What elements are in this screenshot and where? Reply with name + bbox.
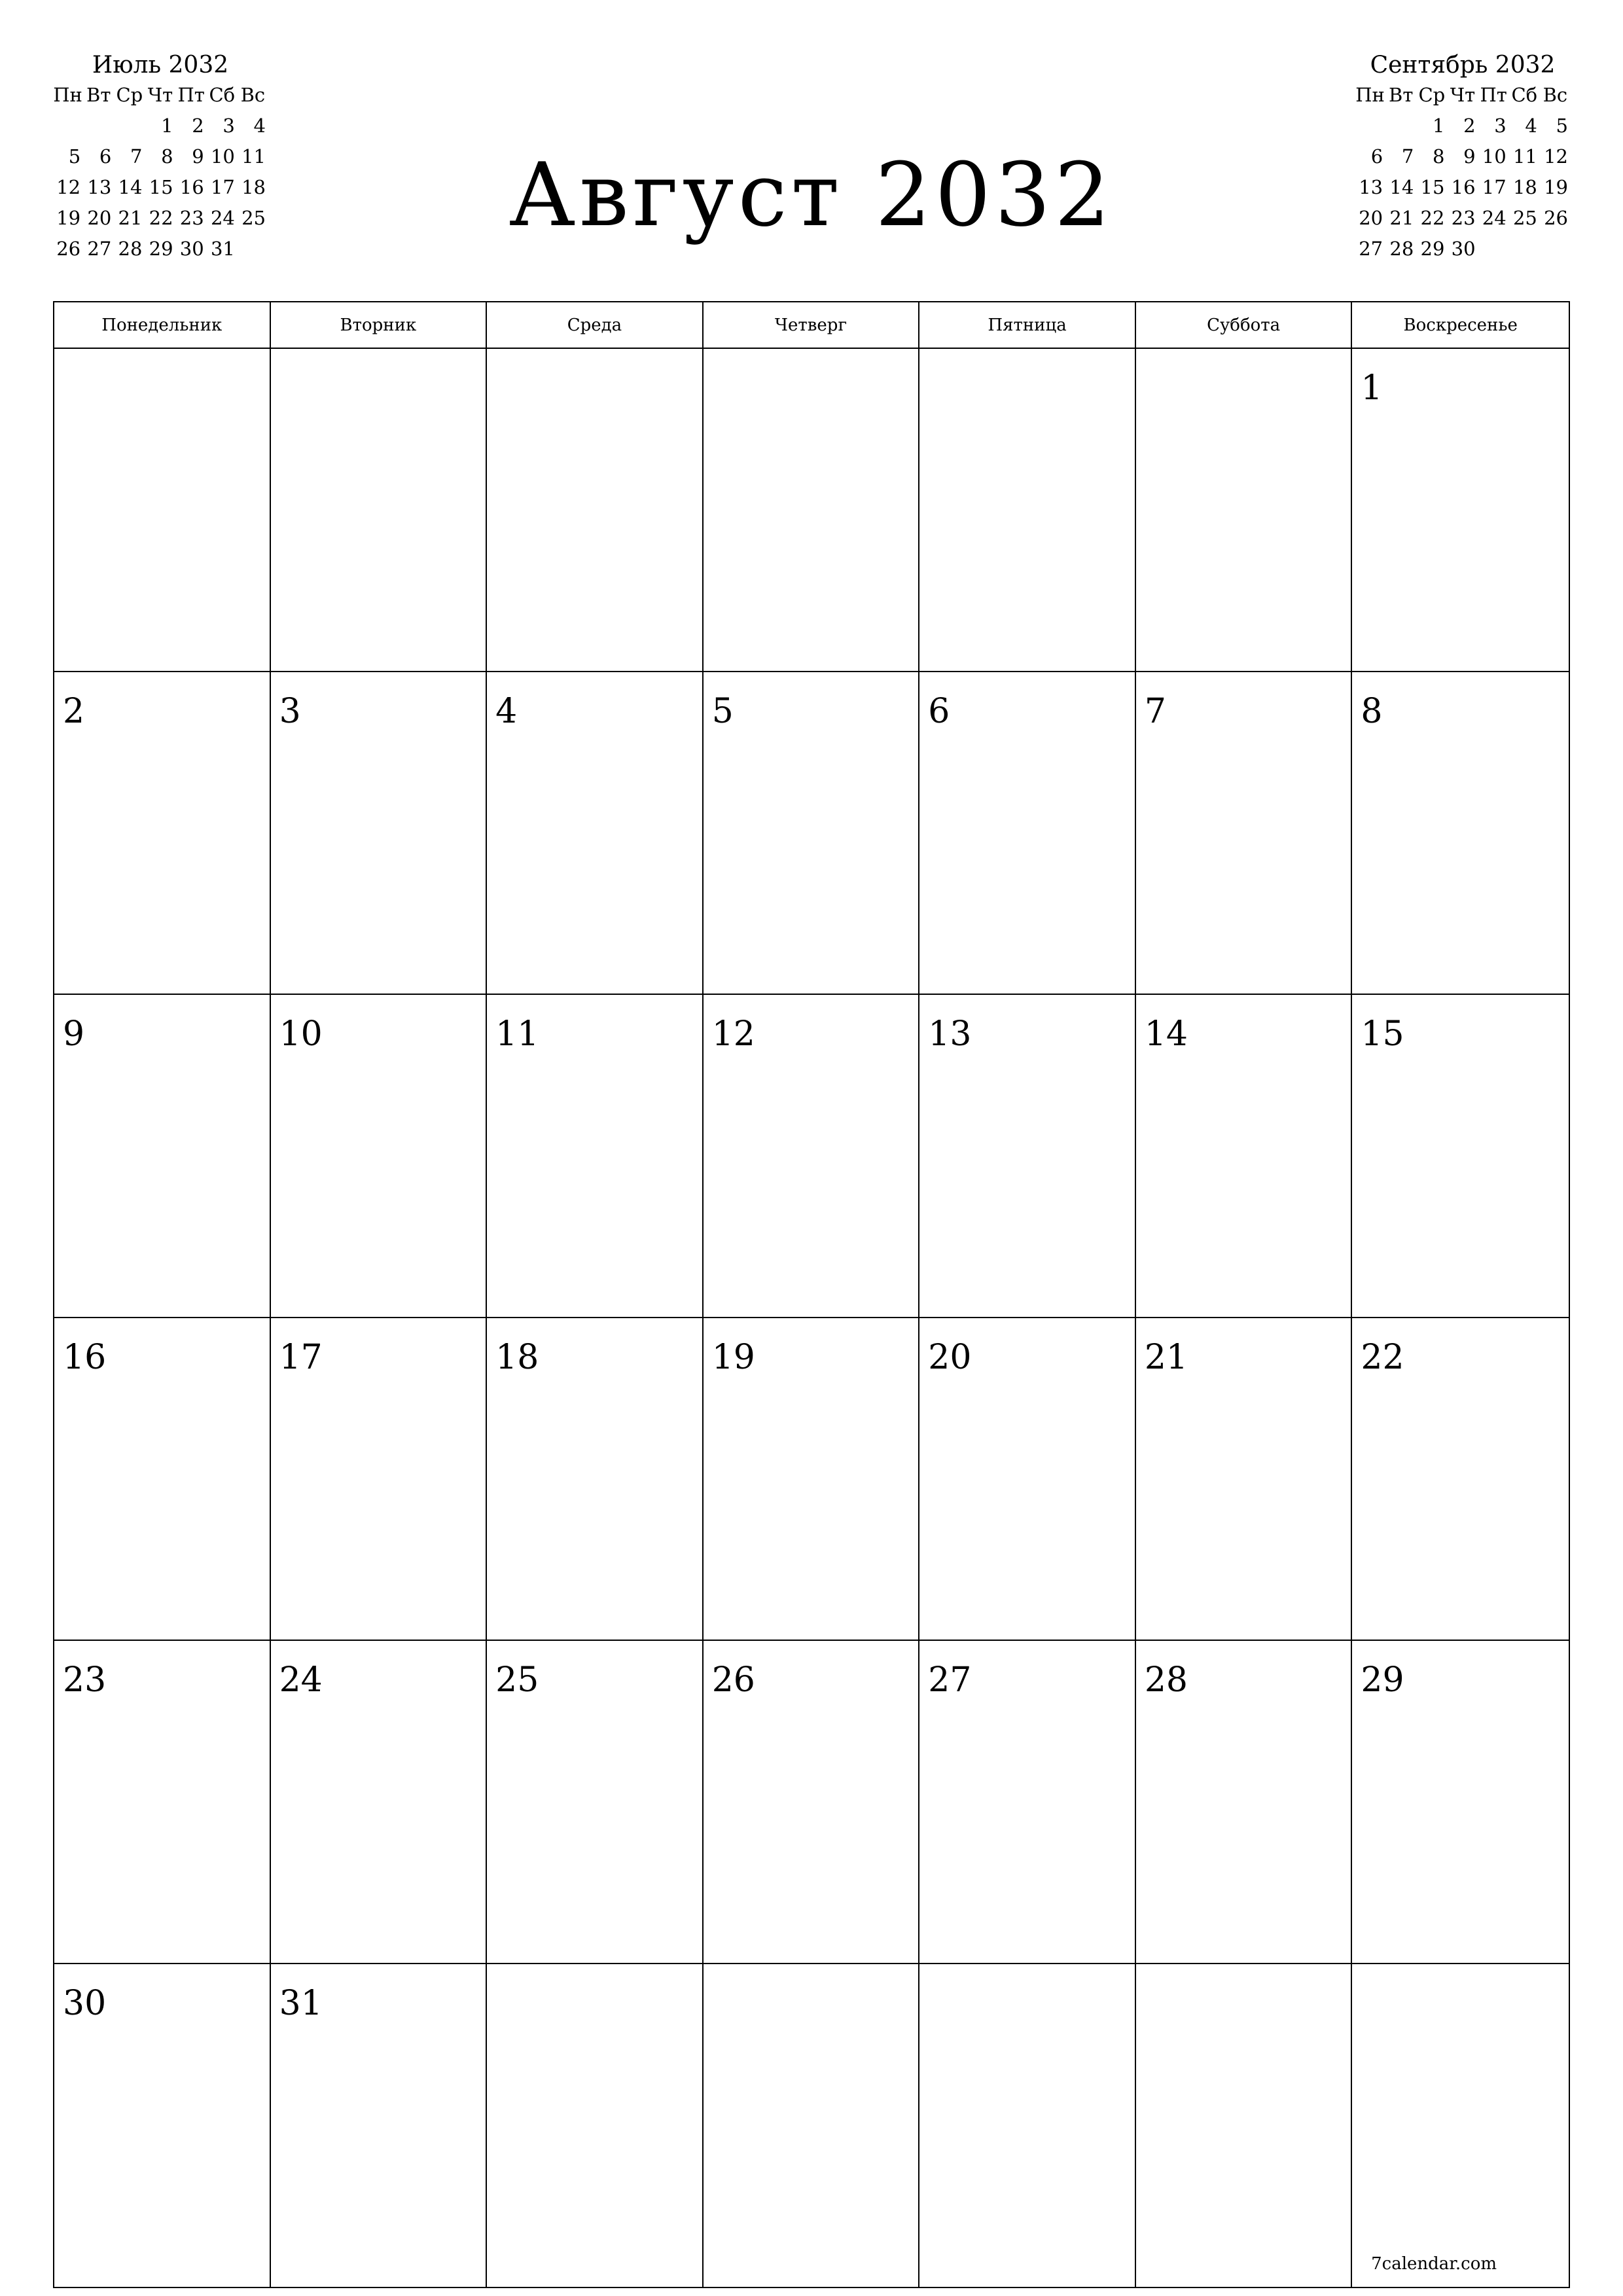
mini-day: 29 — [1420, 238, 1445, 260]
day-number: 1 — [1361, 368, 1383, 408]
day-cell — [1352, 1964, 1569, 2287]
day-cell — [487, 672, 704, 996]
day-number: 19 — [711, 1337, 755, 1377]
day-number: 24 — [279, 1660, 323, 1700]
day-number: 15 — [1361, 1014, 1404, 1054]
mini-weekday-label: Пт — [177, 84, 205, 106]
day-cell — [54, 1318, 271, 1641]
mini-day: 29 — [149, 238, 173, 260]
day-cell — [704, 1964, 920, 2287]
day-cell — [919, 1964, 1136, 2287]
day-cell — [704, 995, 920, 1318]
mini-day: 12 — [56, 176, 81, 198]
mini-weekday-label: Сб — [1511, 84, 1538, 106]
mini-day: 5 — [1556, 115, 1568, 137]
mini-day: 6 — [1370, 145, 1383, 168]
mini-day: 26 — [56, 238, 81, 260]
mini-day: 11 — [1512, 145, 1537, 168]
mini-weekday-label: Пт — [1480, 84, 1507, 106]
month-grid — [53, 301, 1570, 2288]
mini-day: 13 — [1359, 176, 1383, 198]
mini-day: 9 — [1463, 145, 1476, 168]
page-title: Август 2032 — [508, 144, 1115, 246]
mini-weekday-label: Вт — [86, 84, 111, 106]
mini-day: 16 — [1451, 176, 1476, 198]
mini-day: 31 — [210, 238, 235, 260]
day-cell — [919, 349, 1136, 672]
mini-day: 4 — [253, 115, 266, 137]
mini-day: 12 — [1544, 145, 1568, 168]
mini-day — [83, 111, 114, 141]
mini-calendar-title: Июль 2032 — [92, 52, 229, 79]
day-cell — [1136, 995, 1353, 1318]
mini-calendar-grid — [1355, 80, 1571, 264]
mini-day — [1478, 234, 1509, 264]
day-cell — [271, 1964, 488, 2287]
day-number: 14 — [1144, 1014, 1188, 1054]
mini-weekday-label: Пн — [1355, 84, 1385, 106]
day-cell — [1352, 1318, 1569, 1641]
mini-day: 7 — [130, 145, 143, 168]
mini-day: 22 — [149, 207, 173, 229]
mini-day: 24 — [210, 207, 235, 229]
day-number: 2 — [63, 691, 85, 731]
weekday-header: Понедельник — [54, 302, 271, 349]
day-cell — [704, 349, 920, 672]
mini-day: 5 — [68, 145, 81, 168]
mini-day: 4 — [1525, 115, 1537, 137]
mini-day: 22 — [1420, 207, 1445, 229]
mini-day — [114, 111, 145, 141]
day-cell — [1352, 672, 1569, 996]
day-cell — [1352, 349, 1569, 672]
mini-weekday-label: Вс — [240, 84, 266, 106]
mini-day: 24 — [1482, 207, 1507, 229]
day-cell — [54, 1641, 271, 1964]
day-number: 3 — [279, 691, 301, 731]
day-cell — [704, 1641, 920, 1964]
mini-day: 19 — [1544, 176, 1568, 198]
mini-day: 13 — [87, 176, 112, 198]
day-cell — [919, 1318, 1136, 1641]
day-number: 11 — [495, 1014, 539, 1054]
day-cell — [919, 995, 1136, 1318]
day-cell — [704, 1318, 920, 1641]
mini-day: 16 — [179, 176, 204, 198]
mini-day: 19 — [56, 207, 81, 229]
day-number: 7 — [1144, 691, 1166, 731]
mini-day: 1 — [161, 115, 173, 137]
day-cell — [54, 672, 271, 996]
mini-day: 27 — [87, 238, 112, 260]
mini-weekday-label: Ср — [1418, 84, 1446, 106]
mini-day: 25 — [1512, 207, 1537, 229]
day-number: 31 — [279, 1983, 323, 2023]
mini-day: 26 — [1544, 207, 1568, 229]
day-cell — [271, 1641, 488, 1964]
day-cell — [271, 1318, 488, 1641]
day-cell — [487, 995, 704, 1318]
weekday-header: Вторник — [271, 302, 488, 349]
day-number: 18 — [495, 1337, 539, 1377]
mini-calendar-next-month — [1355, 51, 1571, 264]
mini-weekday-label: Чт — [147, 84, 173, 106]
day-cell — [487, 1964, 704, 2287]
mini-day: 15 — [1420, 176, 1445, 198]
day-number: 13 — [928, 1014, 972, 1054]
mini-weekday-label: Вс — [1543, 84, 1568, 106]
day-number: 26 — [711, 1660, 755, 1700]
mini-weekday-label: Вт — [1389, 84, 1414, 106]
mini-day: 14 — [1389, 176, 1414, 198]
mini-weekday-label: Чт — [1450, 84, 1476, 106]
day-cell — [919, 672, 1136, 996]
day-cell — [1136, 1318, 1353, 1641]
day-cell — [1352, 995, 1569, 1318]
mini-day — [52, 111, 83, 141]
mini-day: 9 — [192, 145, 204, 168]
day-number: 27 — [928, 1660, 972, 1700]
day-cell — [487, 349, 704, 672]
mini-day: 27 — [1359, 238, 1383, 260]
mini-day: 25 — [241, 207, 266, 229]
day-cell — [704, 672, 920, 996]
mini-day: 18 — [241, 176, 266, 198]
weekday-header: Суббота — [1136, 302, 1353, 349]
mini-day: 30 — [179, 238, 204, 260]
mini-day: 1 — [1432, 115, 1445, 137]
mini-day — [1385, 111, 1416, 141]
mini-day: 10 — [1482, 145, 1507, 168]
day-number: 30 — [63, 1983, 107, 2023]
mini-day: 21 — [1389, 207, 1414, 229]
mini-weekday-label: Пн — [53, 84, 82, 106]
watermark-link[interactable]: 7calendar.com — [1371, 2254, 1497, 2274]
day-number: 21 — [1144, 1337, 1188, 1377]
mini-day: 18 — [1512, 176, 1537, 198]
day-cell — [487, 1318, 704, 1641]
mini-calendar-title: Сентябрь 2032 — [1370, 52, 1556, 79]
mini-day: 14 — [118, 176, 143, 198]
day-number: 6 — [928, 691, 950, 731]
mini-day: 21 — [118, 207, 143, 229]
day-number: 4 — [495, 691, 518, 731]
mini-weekday-label: Ср — [116, 84, 143, 106]
day-number: 28 — [1144, 1660, 1188, 1700]
weekday-header: Воскресенье — [1352, 302, 1569, 349]
mini-day: 28 — [118, 238, 143, 260]
day-number: 12 — [711, 1014, 755, 1054]
day-cell — [271, 672, 488, 996]
day-cell — [54, 349, 271, 672]
mini-day: 3 — [1494, 115, 1507, 137]
mini-day: 28 — [1389, 238, 1414, 260]
mini-weekday-label: Сб — [209, 84, 236, 106]
day-number: 25 — [495, 1660, 539, 1700]
mini-day: 17 — [1482, 176, 1507, 198]
mini-day: 20 — [87, 207, 112, 229]
weekday-header: Четверг — [704, 302, 920, 349]
mini-day: 3 — [223, 115, 235, 137]
mini-day: 17 — [210, 176, 235, 198]
mini-day: 23 — [1451, 207, 1476, 229]
day-cell — [271, 995, 488, 1318]
mini-day: 7 — [1401, 145, 1414, 168]
mini-day: 6 — [99, 145, 112, 168]
weekday-header: Пятница — [919, 302, 1136, 349]
day-cell — [1136, 672, 1353, 996]
day-number: 17 — [279, 1337, 323, 1377]
day-cell — [54, 1964, 271, 2287]
day-cell — [1352, 1641, 1569, 1964]
day-number: 8 — [1361, 691, 1383, 731]
mini-day: 10 — [210, 145, 235, 168]
mini-day: 8 — [161, 145, 173, 168]
mini-day: 20 — [1359, 207, 1383, 229]
day-cell — [919, 1641, 1136, 1964]
day-number: 5 — [711, 691, 734, 731]
mini-day: 15 — [149, 176, 173, 198]
mini-day: 8 — [1432, 145, 1445, 168]
mini-day: 30 — [1451, 238, 1476, 260]
mini-day — [1509, 234, 1540, 264]
day-cell — [54, 995, 271, 1318]
day-number: 20 — [928, 1337, 972, 1377]
day-cell — [487, 1641, 704, 1964]
day-cell — [1136, 1964, 1353, 2287]
mini-day — [1540, 234, 1571, 264]
day-number: 22 — [1361, 1337, 1404, 1377]
weekday-header: Среда — [487, 302, 704, 349]
mini-day: 2 — [192, 115, 204, 137]
day-cell — [1136, 1641, 1353, 1964]
day-cell — [271, 349, 488, 672]
mini-day: 2 — [1463, 115, 1476, 137]
mini-day: 23 — [179, 207, 204, 229]
day-number: 10 — [279, 1014, 323, 1054]
day-number: 23 — [63, 1660, 107, 1700]
mini-day: 11 — [241, 145, 266, 168]
day-number: 29 — [1361, 1660, 1404, 1700]
mini-day — [1355, 111, 1385, 141]
day-number: 9 — [63, 1014, 85, 1054]
day-number: 16 — [63, 1337, 107, 1377]
day-cell — [1136, 349, 1353, 672]
